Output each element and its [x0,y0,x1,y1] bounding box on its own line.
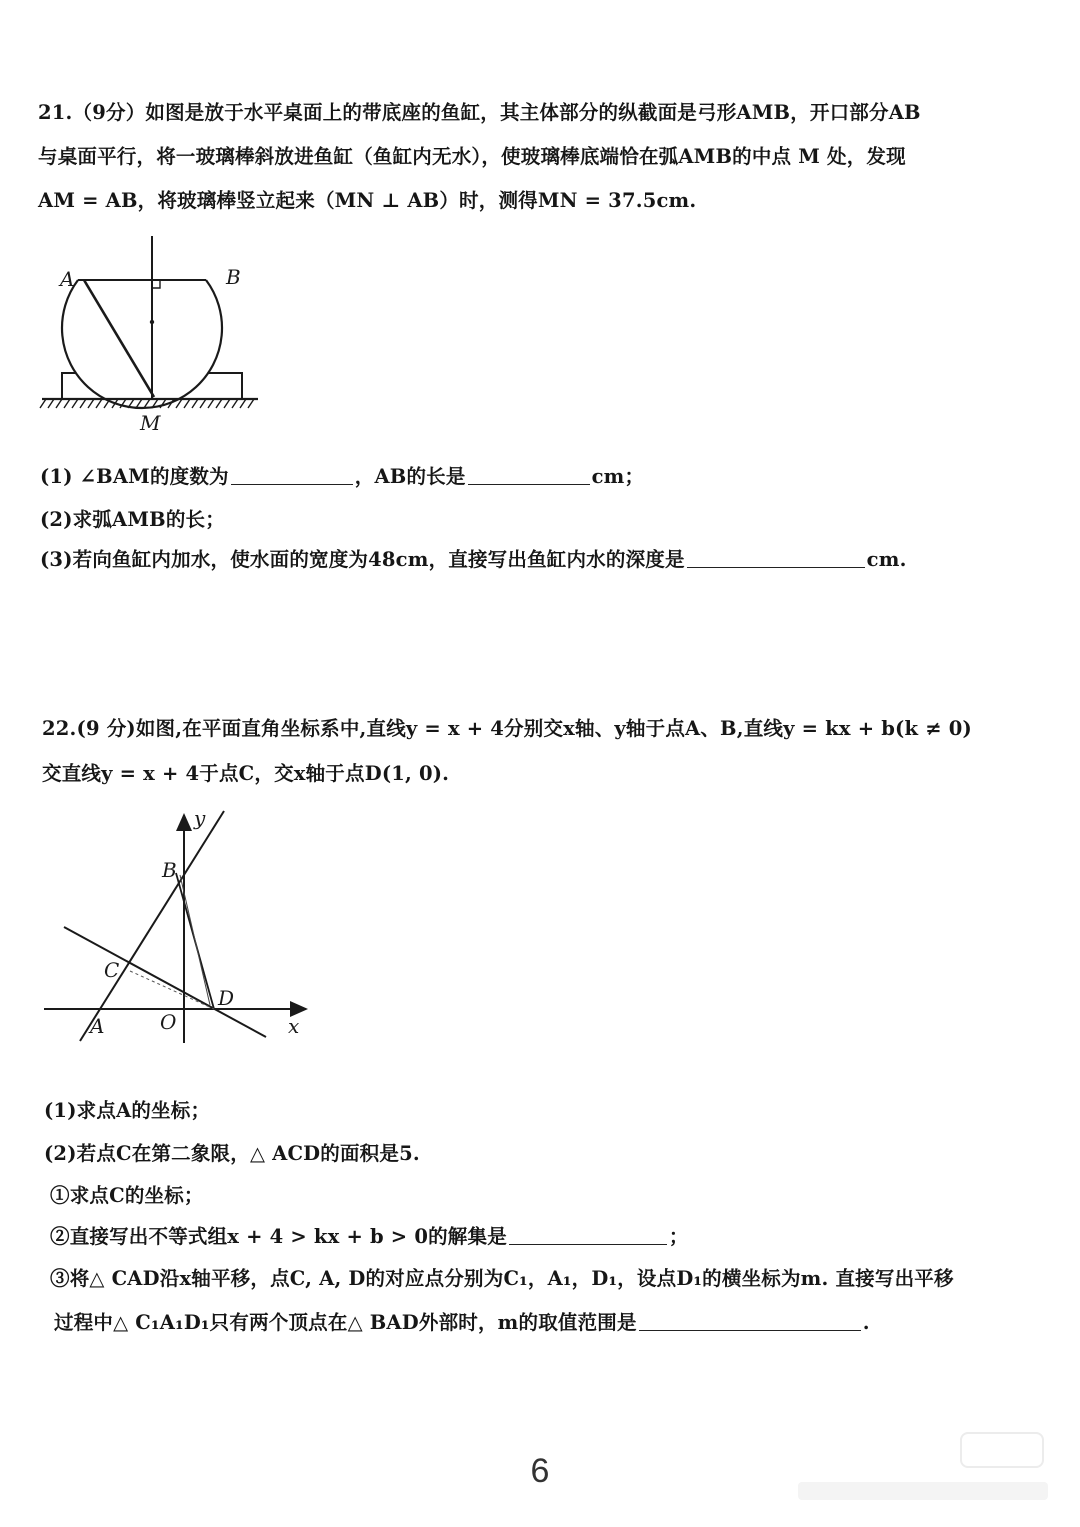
q21-line-1: 21.（9分）如图是放于水平桌面上的带底座的鱼缸，其主体部分的纵截面是弓形AMB，开口部分AB [38,101,921,124]
coordinate-figure [40,805,320,1050]
label-o-origin: O [160,1010,177,1034]
q21-sub3 [40,544,907,572]
q22-sub2: (2)若点C在第二象限，△ ACD的面积是5. [44,1142,420,1165]
q22-sub2-2-text-a: ②直接写出不等式组x + 4 > kx + b > 0的解集是 [50,1225,507,1248]
coordinate-diagram [40,805,320,1050]
q21-sub3-text-a: (3)若向鱼缸内加水，使水面的宽度为48cm，直接写出鱼缸内水的深度是 [40,548,685,571]
line-y-eq-x-plus-4 [80,811,224,1041]
label-a: A [60,267,75,291]
rod-marker-dot [150,320,154,324]
q22-sub2-2 [50,1221,689,1249]
label-c-point: C [104,958,120,982]
q21-sub3-blank-depth[interactable] [687,566,865,568]
page-number: 6 [530,1452,550,1490]
label-y: y [194,806,206,830]
label-a-point: A [90,1014,105,1038]
q22-sub2-3-text-b: 过程中△ C₁A₁D₁只有两个顶点在△ BAD外部时，m的取值范围是 [54,1311,637,1334]
tank-arc [62,280,222,408]
q21-sub1-blank-length[interactable] [468,483,590,485]
q21-sub1-text-a: (1) ∠BAM的度数为 [40,465,229,488]
q21-sub3-text-b: cm. [866,548,907,571]
q21-line-3: AM = AB，将玻璃棒竖立起来（MN ⊥ AB）时，测得MN = 37.5cm. [38,189,697,212]
q22-sub2-3-line-1: ③将△ CAD沿x轴平移，点C, A, D的对应点分别为C₁，A₁，D₁，设点D₁的横坐标为m. 直接写出平移 [50,1267,954,1290]
q21-line-2: 与桌面平行，将一玻璃棒斜放进鱼缸（鱼缸内无水），使玻璃棒底端恰在弧AMB的中点 M 处，发现 [38,145,906,168]
q22-line-1: 22.(9 分)如图,在平面直角坐标系中,直线y = x + 4分别交x轴、y轴于点A、B,直线y = kx + b(k ≠ 0) [42,717,972,740]
q22-sub2-1: ①求点C的坐标； [50,1184,204,1207]
q22-sub2-2-text-b: ； [668,1225,689,1248]
label-x: x [288,1014,300,1038]
q21-sub1-text-c: cm； [591,465,645,488]
q22-line-2: 交直线y = x + 4于点C，交x轴于点D(1, 0). [42,762,450,785]
q21-sub2: (2)求弧AMB的长； [40,508,225,531]
q22-sub2-3-line-2 [54,1307,870,1335]
q22-sub1: (1)求点A的坐标； [44,1099,211,1122]
label-m: M [140,411,161,435]
q21-sub1 [40,461,644,489]
q22-sub2-3-blank-range[interactable] [639,1329,861,1331]
label-d-point: D [218,986,235,1010]
q22-sub2-2-blank-solution[interactable] [509,1243,667,1245]
q21-sub1-text-b: ，AB的长是 [354,465,466,488]
fish-tank-figure [36,230,276,440]
segment-cd [130,971,214,1009]
label-b: B [226,265,241,289]
label-b-point: B [162,858,177,882]
q21-sub1-blank-angle[interactable] [231,483,353,485]
watermark-logo [960,1432,1044,1468]
watermark-id-stripe [798,1482,1048,1500]
fish-tank-diagram [36,230,276,440]
q22-sub2-3-text-c: . [862,1311,870,1334]
